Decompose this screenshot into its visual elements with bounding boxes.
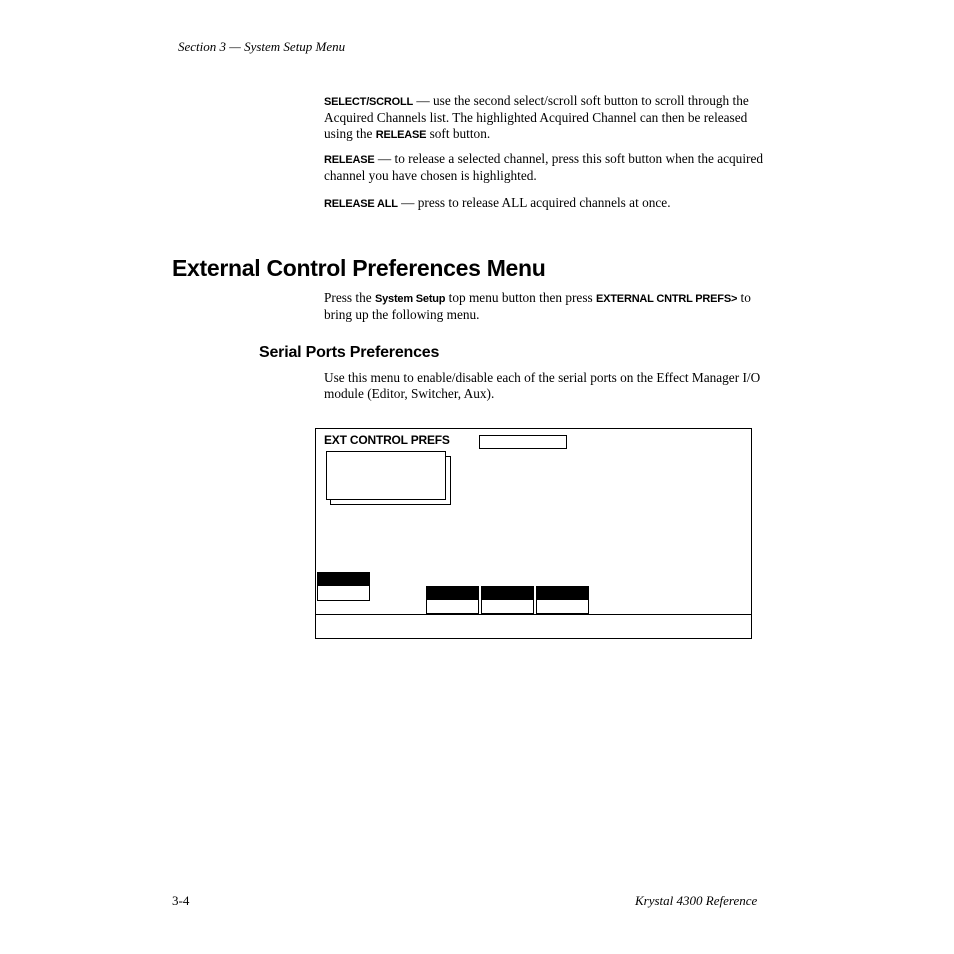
release-all-paragraph — [324, 195, 764, 212]
soft-button-4 — [536, 586, 589, 614]
soft-button-2-box — [426, 599, 479, 614]
running-header: Section 3 — System Setup Menu — [178, 39, 346, 54]
soft-button-2-label-bar — [426, 586, 479, 599]
external-cntrl-prefs-keyword: EXTERNAL CNTRL PREFS> — [596, 293, 738, 305]
page-number: 3-4 — [172, 893, 190, 908]
soft-button-1 — [317, 572, 370, 601]
soft-button-1-box — [317, 585, 370, 601]
soft-button-2 — [426, 586, 479, 614]
intro-text-2: top menu button then press — [445, 290, 597, 305]
menu-title: EXT CONTROL PREFS — [324, 433, 450, 447]
release-all-text: — press to release ALL acquired channels at once. — [397, 195, 671, 210]
soft-button-3 — [481, 586, 534, 614]
soft-button-3-label-bar — [481, 586, 534, 599]
subsection-heading: Serial Ports Preferences — [259, 344, 440, 361]
select-scroll-text-1: — use the second select/scroll soft button to scroll through the Acquired Channels list. The highlighted Acquired Channel can then be released using the — [324, 93, 749, 141]
intro-text-1: Press the — [324, 290, 375, 305]
soft-button-1-label-bar — [317, 572, 370, 585]
select-scroll-paragraph — [324, 93, 764, 143]
soft-button-4-box — [536, 599, 589, 614]
release-keyword: RELEASE — [324, 154, 375, 166]
system-setup-keyword: System Setup — [374, 293, 446, 305]
soft-button-3-box — [481, 599, 534, 614]
document-title: Krystal 4300 Reference — [635, 893, 758, 908]
menu-status-divider — [316, 614, 752, 615]
section-heading: External Control Preferences Menu — [172, 255, 546, 281]
release-text: — to release a selected channel, press this soft button when the acquired channel you have chosen is highlighted. — [324, 151, 763, 183]
intro-paragraph — [324, 290, 764, 323]
subsection-paragraph: Use this menu to enable/disable each of the serial ports on the Effect Manager I/O module (Editor, Switcher, Aux). — [324, 370, 761, 401]
select-scroll-text-2: soft button. — [426, 126, 491, 141]
menu-title-field — [479, 435, 567, 449]
release-paragraph — [324, 151, 764, 184]
release-keyword-inline: RELEASE — [375, 129, 427, 141]
release-all-keyword: RELEASE ALL — [324, 198, 398, 210]
soft-button-4-label-bar — [536, 586, 589, 599]
intro-text-3: to bring up the following menu. — [324, 290, 751, 322]
select-scroll-keyword: SELECT/SCROLL — [324, 96, 414, 108]
serial-ports-list-box — [326, 451, 446, 500]
